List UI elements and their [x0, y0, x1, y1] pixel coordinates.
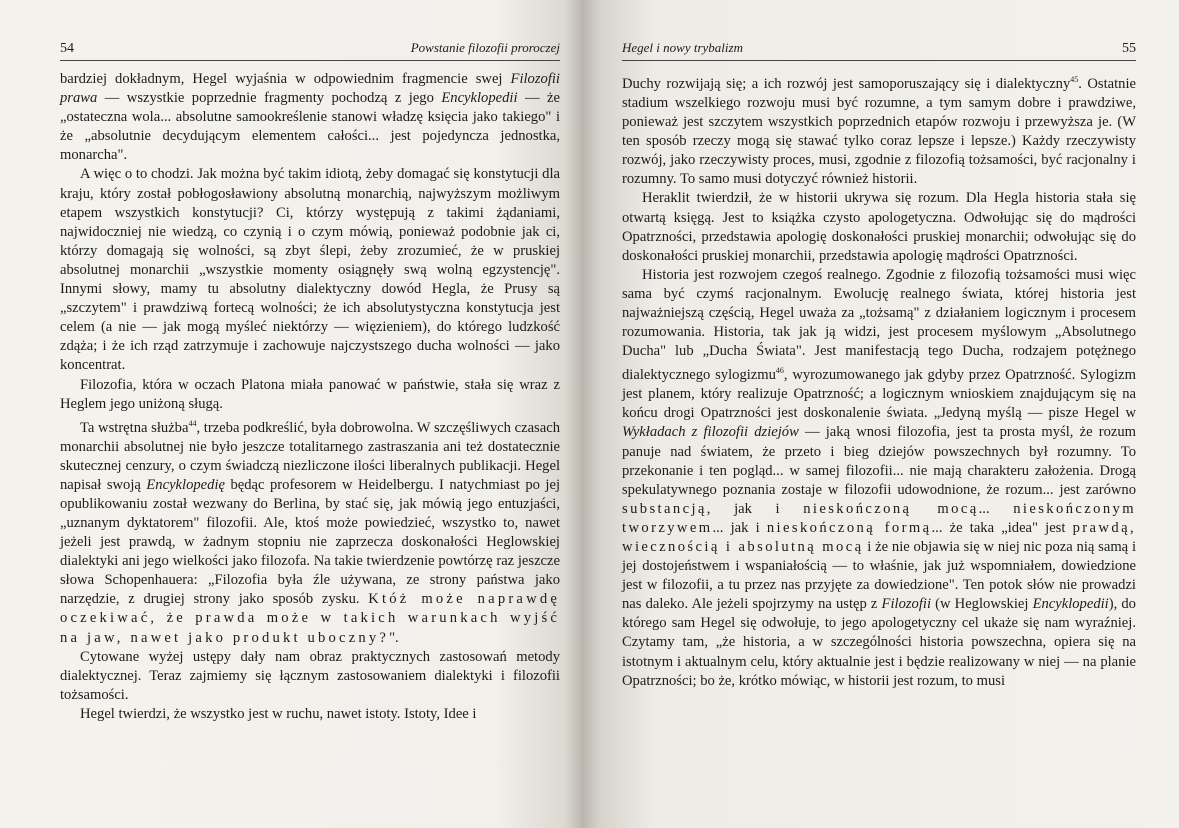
spaced-emphasis: nieskończonym tworzywem: [622, 500, 1136, 536]
page-number: 54: [60, 41, 74, 56]
paragraph: A więc o to chodzi. Jak można być takim idiotą, żeby domagać się konstytucji dla kraju, który został pobłogosławiony absolutną monarchią, najwyższym możliwym etapem wszystkich konstytucji? Ci, którzy występują z takimi żądaniami, najwidoczniej nie wiedzą, co czynią i o czym mówią, ponieważ podobnie jak ci, którzy domagają się wolności, są zbyt ślepi, żeby zrozumieć, że w pruskiej absolutnej monarchii „wszystkie momenty osiągnęły swą wolną egzystencję". Innymi słowy, mamy tu absolutny dialektyczny dowód Hegla, że Prusy są „szczytem" i prawdziwą fortecą wolności; że ich absolutystyczna konstytucja jest celem (a nie — jak mogą myśleć niektórzy — więzieniem), do którego ludzkość zdąża; i że ich rząd zatrzymuje i zachowuje najczystszego ducha wolności — jako koncentrat.: [60, 166, 560, 374]
paragraph: Heraklit twierdził, że w historii ukrywa się rozum. Dla Hegla historia stała się otwartą księgą. Jest to książka czysto apologetyczna. Odwołując się do mądrości Opatrzności, przedstawia apologię doskonałości pruskiej monarchii; odwołując się do doskonałości pruskiej monarchii, przedstawia apologię mądrości Opatrzności.: [622, 190, 1136, 264]
footnote-ref: 45: [1070, 75, 1079, 84]
header-rule: [622, 60, 1136, 61]
paragraph: bardziej dokładnym, Hegel wyjaśnia w odpowiednim fragmencie swej Filozofii prawa — wszystkie poprzednie fragmenty pochodzą z jego Encyklopedii — że „ostateczna wola... absolutne samookreślenie stanowi władzę księcia jako takiego" i że „absolutnie decydującym elementem całości... jest pojedyncza jednostka, monarcha".: [60, 71, 560, 164]
spaced-emphasis: Któż może naprawdę oczekiwać, że prawda może w takich warunkach wyjść na jaw, nawet jako produkt uboczny?: [60, 591, 561, 646]
page-number: 55: [1122, 41, 1136, 56]
right-page-body: [622, 70, 1136, 691]
left-page-body: [60, 70, 560, 724]
paragraph: Hegel twierdzi, że wszystko jest w ruchu, nawet istoty. Istoty, Idee i: [80, 705, 477, 722]
left-page: [0, 0, 582, 828]
header-rule: [60, 60, 560, 61]
footnote-ref: 44: [188, 418, 197, 428]
spaced-emphasis: prawdą, wiecznością i absolutną mocą: [622, 519, 1136, 555]
paragraph: Filozofia, która w oczach Platona miała panować w państwie, stała się wraz z Heglem jego uniżoną sługą.: [60, 376, 560, 412]
footnote-ref: 46: [775, 366, 784, 376]
spaced-emphasis: nieskończoną mocą: [803, 500, 979, 517]
running-title: Powstanie filozofii proroczej: [410, 40, 560, 55]
right-page-header: [622, 40, 1136, 57]
paragraph: Cytowane wyżej ustępy dały nam obraz praktycznych zastosowań metody dialektycznej. Teraz zajmiemy się łącznym zastosowaniem dialektyki i filozofii tożsamości.: [60, 648, 560, 703]
spaced-emphasis: substancją: [622, 500, 707, 517]
paragraph: Ta wstrętna służba$^{44}$, trzeba podkreślić, była dobrowolna. W szczęśliwych czasach monarchii absolutnej nie było jeszcze totalitarnego zastraszania ani też dostatecznie skutecznej cenzury, o czym świadczą niezliczone ilości liberalnych publikacji. Hegel napisał swoją Encyklopedię będąc profesorem w Heidelbergu. I natychmiast po jej opublikowaniu został wezwany do Berlina, by stać się, jak mówią jego entuzjaści, „uznanym dyktatorem" filozofii. Ale, ktoś może powiedzieć, wszystko to, nawet jeżeli jest prawdą, w żadnym stopniu nie zaprzecza doskonałości Heglowskiej dialektyki ani jego wielkości jako filozofa. Na takie twierdzenie powtórzę raz jeszcze słowa Schopenhauera: „Filozofia była źle używana, ze strony państwa jako narzędzie, z drugiej strony jako sposób zysku. Któż może naprawdę oczekiwać, że prawda może w takich warunkach wyjść na jaw, nawet jako produkt uboczny?".: [60, 418, 561, 646]
paragraph: Historia jest rozwojem czegoś realnego. Zgodnie z filozofią tożsamości musi więc sama być czymś racjonalnym. Ewolucję realnego świata, której historia jest najważniejszą częścią, Hegel uważa za „tożsamą" z działaniem logicznym i procesem rozumowania. Historia, tak jak ją widzi, jest procesem myślowym „Absolutnego Ducha" lub „Ducha Świata". Jest manifestacją tego Ducha, rodzajem potężnego dialektycznego sylogizmu$^{46}$, wyrozumowanego jak gdyby przez Opatrzność. Sylogizm jest planem, który realizuje Opatrzność; a logicznym wnioskiem znajdującym się na końcu drogi Opatrzności jest doskonalenie świata. „Jedyną myślą — pisze Hegel w Wykładach z filozofii dziejów — jaką wnosi filozofia, jest ta prosta myśl, że rozum panuje nad światem, że przeto i bieg dziejów powszechnych był rozumny. To przekonanie i ten pogląd... w samej filozofii... nie mają charakteru założenia. Drogą spekulatywnego poznania zostaje w filozofii udowodnione, że rozum... jest zarówno substancją, jak i nieskończoną mocą... nieskończonym tworzywem... jak i nieskończoną formą... że taka „idea" jest prawdą, wiecznością i absolutną mocą i że nie objawia się w niej nic poza nią samą i jej dostojeństwem i wspaniałością — to właśnie, jak już wspomniałem, dowiedzione jest w filozofii, a tu przez nas przyjęte za dowiedzione". Ten potok słów nie prowadzi nas daleko. Ale jeżeli spojrzymy na ustęp z Filozofii (w Heglowskiej Encyklopedii), do którego sam Hegel się odwołuje, to jego apologetyczny cel ukaże się nam wyraźniej. Czytamy tam, „że historia, a w szczególności historia powszechna, opiera się na istotnym i aktualnym celu, który aktualnie jest i będzie realizowany w niej — na planie Opatrzności; bo że, krótko mówiąc, w historii jest rozum, to musi: [622, 266, 1136, 689]
paragraph: Duchy rozwijają się; a ich rozwój jest samoporuszający się i dialektyczny$^{45}$. Ostatnie stadium wszelkiego rozwoju musi być rozumne, a tym samym dobre i prawdziwe, ponieważ jest szczytem wszystkich poprzednich etapów rozwoju i przewyższa je. (W ten sposób rzeczy mogą się stawać tylko coraz lepsze i lepsze.) Każdy rzeczywisty rozwój, jako rzeczywisty proces, musi, zgodnie z filozofią tożsamości, być racjonalny i rozumny. To samo musi dotyczyć również historii.: [622, 75, 1136, 188]
running-title: Hegel i nowy trybalizm: [622, 40, 743, 55]
right-page: [582, 0, 1179, 828]
left-page-header: [60, 40, 560, 57]
spaced-emphasis: nieskończoną formą: [766, 519, 932, 536]
